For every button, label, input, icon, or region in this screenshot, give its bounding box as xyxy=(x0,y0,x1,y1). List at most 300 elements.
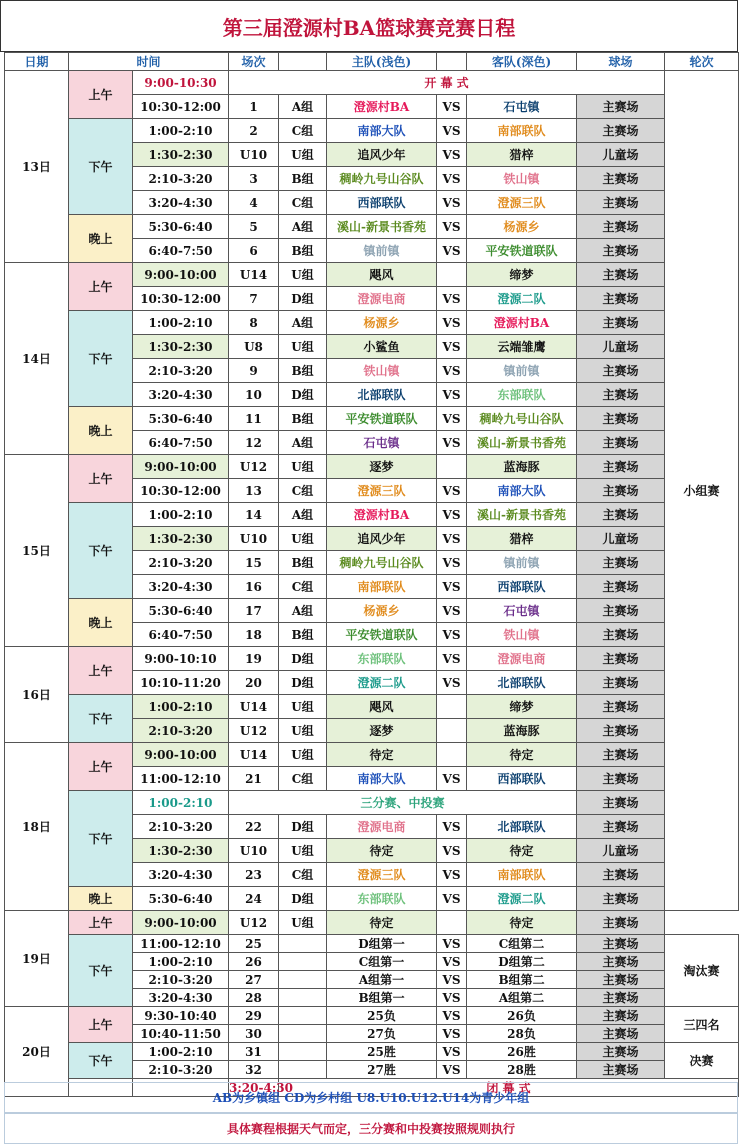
home-team: 飓风 xyxy=(327,263,437,287)
court-cell: 主赛场 xyxy=(577,359,665,383)
period-pm: 下午 xyxy=(69,311,133,407)
group-cell: A组 xyxy=(279,599,327,623)
court-cell: 主赛场 xyxy=(577,1043,665,1061)
court-cell: 主赛场 xyxy=(577,263,665,287)
note-weather: 具体赛程根据天气而定，三分赛和中投赛按照规则执行 xyxy=(4,1113,738,1144)
table-row xyxy=(5,455,739,479)
game-number: 5 xyxy=(229,215,279,239)
away-team: 28负 xyxy=(467,1025,577,1043)
game-number: U12 xyxy=(229,911,279,935)
period-ev: 晚上 xyxy=(69,887,133,911)
court-cell: 主赛场 xyxy=(577,167,665,191)
court-cell: 主赛场 xyxy=(577,503,665,527)
game-number: 31 xyxy=(229,1043,279,1061)
court-cell: 主赛场 xyxy=(577,95,665,119)
time-cell: 3:20-4:30 xyxy=(133,863,229,887)
period-pm: 下午 xyxy=(69,695,133,743)
vs-cell: VS xyxy=(437,215,467,239)
group-cell: B组 xyxy=(279,407,327,431)
period-pm: 下午 xyxy=(69,503,133,599)
home-team: 逐梦 xyxy=(327,719,437,743)
game-number: 25 xyxy=(229,935,279,953)
court-cell: 儿童场 xyxy=(577,527,665,551)
group-cell xyxy=(279,989,327,1007)
away-team: 澄源三队 xyxy=(467,191,577,215)
time-cell: 1:00-2:10 xyxy=(133,503,229,527)
table-row xyxy=(5,695,739,719)
court-cell: 主赛场 xyxy=(577,287,665,311)
away-team: 平安铁道联队 xyxy=(467,239,577,263)
home-team: 飓风 xyxy=(327,695,437,719)
court-cell: 主赛场 xyxy=(577,623,665,647)
game-number: 14 xyxy=(229,503,279,527)
vs-cell: VS xyxy=(437,503,467,527)
game-number: 13 xyxy=(229,479,279,503)
court-cell: 儿童场 xyxy=(577,143,665,167)
time-cell: 2:10-3:20 xyxy=(133,815,229,839)
home-team: 溪山-新景书香苑 xyxy=(327,215,437,239)
vs-cell: VS xyxy=(437,407,467,431)
court-cell: 主赛场 xyxy=(577,887,665,911)
group-cell: U组 xyxy=(279,911,327,935)
group-cell: A组 xyxy=(279,431,327,455)
away-team: 澄源二队 xyxy=(467,887,577,911)
time-cell: 9:00-10:00 xyxy=(133,911,229,935)
group-cell: A组 xyxy=(279,311,327,335)
court-cell: 主赛场 xyxy=(577,695,665,719)
home-team: 平安铁道联队 xyxy=(327,623,437,647)
date-cell: 16日 xyxy=(5,647,69,743)
court-cell: 主赛场 xyxy=(577,647,665,671)
court-cell: 主赛场 xyxy=(577,743,665,767)
period-am: 上午 xyxy=(69,263,133,311)
group-cell: B组 xyxy=(279,551,327,575)
vs-cell: VS xyxy=(437,767,467,791)
game-number: 3 xyxy=(229,167,279,191)
game-number: 12 xyxy=(229,431,279,455)
time-cell: 6:40-7:50 xyxy=(133,239,229,263)
time-cell: 3:20-4:30 xyxy=(133,383,229,407)
home-team: 25胜 xyxy=(327,1043,437,1061)
period-am: 上午 xyxy=(69,911,133,935)
home-team: 平安铁道联队 xyxy=(327,407,437,431)
time-cell: 10:30-12:00 xyxy=(133,95,229,119)
note-groups: AB为乡镇组 CD为乡村组 U8.U10.U12.U14为青少年组 xyxy=(4,1082,738,1113)
time-cell: 1:30-2:30 xyxy=(133,143,229,167)
away-team: 蓝海豚 xyxy=(467,719,577,743)
home-team: 杨源乡 xyxy=(327,311,437,335)
header-court: 球场 xyxy=(577,53,665,71)
game-number: 32 xyxy=(229,1061,279,1079)
home-team: 待定 xyxy=(327,911,437,935)
vs-cell xyxy=(437,911,467,935)
time-cell: 1:00-2:10 xyxy=(133,119,229,143)
header-game: 场次 xyxy=(229,53,279,71)
group-cell xyxy=(279,935,327,953)
vs-cell: VS xyxy=(437,935,467,953)
round-cell: 小组赛 xyxy=(665,71,739,911)
vs-cell: VS xyxy=(437,647,467,671)
group-cell: B组 xyxy=(279,623,327,647)
game-number: U8 xyxy=(229,335,279,359)
table-row xyxy=(5,599,739,623)
table-row xyxy=(5,119,739,143)
table-row xyxy=(5,311,739,335)
court-cell: 主赛场 xyxy=(577,1061,665,1079)
court-cell: 主赛场 xyxy=(577,407,665,431)
group-cell: D组 xyxy=(279,383,327,407)
vs-cell: VS xyxy=(437,989,467,1007)
vs-cell xyxy=(437,743,467,767)
home-team: 待定 xyxy=(327,743,437,767)
court-cell: 主赛场 xyxy=(577,479,665,503)
away-team: 铁山镇 xyxy=(467,623,577,647)
game-number: 26 xyxy=(229,953,279,971)
ceremony-time: 9:00-10:30 xyxy=(133,71,229,95)
game-number: U14 xyxy=(229,743,279,767)
period-am: 上午 xyxy=(69,1007,133,1043)
away-team: 石屯镇 xyxy=(467,599,577,623)
away-team: 西部联队 xyxy=(467,767,577,791)
game-number: 28 xyxy=(229,989,279,1007)
vs-cell: VS xyxy=(437,953,467,971)
time-cell: 5:30-6:40 xyxy=(133,215,229,239)
group-cell: U组 xyxy=(279,695,327,719)
table-row xyxy=(5,887,739,911)
game-number: 16 xyxy=(229,575,279,599)
header-home: 主队(浅色) xyxy=(327,53,437,71)
home-team: 澄源村BA xyxy=(327,95,437,119)
group-cell: U组 xyxy=(279,455,327,479)
period-am: 上午 xyxy=(69,71,133,119)
group-cell: C组 xyxy=(279,767,327,791)
home-team: 石屯镇 xyxy=(327,431,437,455)
game-number: 1 xyxy=(229,95,279,119)
date-cell: 15日 xyxy=(5,455,69,647)
time-cell: 1:30-2:30 xyxy=(133,527,229,551)
table-row xyxy=(5,1007,739,1025)
vs-cell: VS xyxy=(437,191,467,215)
away-team: 北部联队 xyxy=(467,671,577,695)
court-cell: 儿童场 xyxy=(577,335,665,359)
time-cell: 9:00-10:00 xyxy=(133,263,229,287)
group-cell: U组 xyxy=(279,335,327,359)
away-team: D组第二 xyxy=(467,953,577,971)
away-team: 澄源村BA xyxy=(467,311,577,335)
table-row xyxy=(5,407,739,431)
game-number: 27 xyxy=(229,971,279,989)
time-cell: 1:00-2:10 xyxy=(133,695,229,719)
group-cell: D组 xyxy=(279,815,327,839)
group-cell xyxy=(279,953,327,971)
court-cell: 主赛场 xyxy=(577,911,665,935)
vs-cell: VS xyxy=(437,167,467,191)
away-team: 南部联队 xyxy=(467,863,577,887)
group-cell: B组 xyxy=(279,239,327,263)
court-cell: 主赛场 xyxy=(577,719,665,743)
time-cell: 10:30-12:00 xyxy=(133,479,229,503)
court-cell: 主赛场 xyxy=(577,575,665,599)
time-cell: 1:00-2:10 xyxy=(133,311,229,335)
home-team: 27胜 xyxy=(327,1061,437,1079)
game-number: 18 xyxy=(229,623,279,647)
time-cell: 9:00-10:00 xyxy=(133,743,229,767)
table-row xyxy=(5,935,739,953)
vs-cell: VS xyxy=(437,359,467,383)
game-number: 30 xyxy=(229,1025,279,1043)
home-team: 待定 xyxy=(327,839,437,863)
group-cell: U组 xyxy=(279,527,327,551)
vs-cell: VS xyxy=(437,119,467,143)
group-cell: C组 xyxy=(279,119,327,143)
game-number: U12 xyxy=(229,719,279,743)
table-row xyxy=(5,791,739,815)
schedule-table xyxy=(4,52,739,1097)
home-team: 澄源电商 xyxy=(327,287,437,311)
round-cell: 三四名 xyxy=(665,1007,739,1043)
group-cell: D组 xyxy=(279,647,327,671)
away-team: 蓝海豚 xyxy=(467,455,577,479)
table-row xyxy=(5,53,739,71)
group-cell: C组 xyxy=(279,575,327,599)
time-cell: 5:30-6:40 xyxy=(133,599,229,623)
court-cell: 主赛场 xyxy=(577,599,665,623)
game-number: 15 xyxy=(229,551,279,575)
vs-cell: VS xyxy=(437,479,467,503)
ceremony-time: 3:20-4:30 xyxy=(229,1080,293,1095)
group-cell xyxy=(279,1043,327,1061)
game-number: U10 xyxy=(229,527,279,551)
court-cell: 主赛场 xyxy=(577,953,665,971)
game-number: U14 xyxy=(229,263,279,287)
home-team: 东部联队 xyxy=(327,647,437,671)
court-cell: 主赛场 xyxy=(577,671,665,695)
away-team: 待定 xyxy=(467,743,577,767)
ceremony-label: 开 幕 式 xyxy=(229,71,665,95)
period-pm: 下午 xyxy=(69,791,133,887)
group-cell: A组 xyxy=(279,503,327,527)
time-cell: 6:40-7:50 xyxy=(133,623,229,647)
group-cell xyxy=(279,1007,327,1025)
away-team: 南部大队 xyxy=(467,479,577,503)
vs-cell: VS xyxy=(437,1025,467,1043)
away-team: 澄源电商 xyxy=(467,647,577,671)
vs-cell: VS xyxy=(437,887,467,911)
time-cell: 5:30-6:40 xyxy=(133,887,229,911)
game-number: 9 xyxy=(229,359,279,383)
home-team: 铁山镇 xyxy=(327,359,437,383)
court-cell: 主赛场 xyxy=(577,989,665,1007)
group-cell: C组 xyxy=(279,863,327,887)
away-team: B组第二 xyxy=(467,971,577,989)
game-number: 17 xyxy=(229,599,279,623)
court-cell: 主赛场 xyxy=(577,551,665,575)
vs-cell: VS xyxy=(437,863,467,887)
vs-cell xyxy=(437,455,467,479)
notes xyxy=(4,1082,738,1144)
game-number: U10 xyxy=(229,143,279,167)
home-team: C组第一 xyxy=(327,953,437,971)
game-number: 4 xyxy=(229,191,279,215)
court-cell: 主赛场 xyxy=(577,1025,665,1043)
time-cell: 2:10-3:20 xyxy=(133,551,229,575)
group-cell: U组 xyxy=(279,839,327,863)
court-cell: 主赛场 xyxy=(577,383,665,407)
special-event: 三分赛、中投赛 xyxy=(229,791,577,815)
header-date: 日期 xyxy=(5,53,69,71)
away-team: 26负 xyxy=(467,1007,577,1025)
away-team: 猎梓 xyxy=(467,143,577,167)
vs-cell: VS xyxy=(437,527,467,551)
vs-cell: VS xyxy=(437,575,467,599)
away-team: 猎梓 xyxy=(467,527,577,551)
group-cell xyxy=(279,1061,327,1079)
group-cell xyxy=(279,971,327,989)
game-number: U14 xyxy=(229,695,279,719)
away-team: 北部联队 xyxy=(467,815,577,839)
table-row xyxy=(5,743,739,767)
table-row xyxy=(5,215,739,239)
period-pm: 下午 xyxy=(69,1043,133,1079)
home-team: 澄源三队 xyxy=(327,863,437,887)
date-cell: 18日 xyxy=(5,743,69,911)
time-cell: 10:40-11:50 xyxy=(133,1025,229,1043)
period-ev: 晚上 xyxy=(69,599,133,647)
away-team: 云端雏鹰 xyxy=(467,335,577,359)
away-team: 东部联队 xyxy=(467,383,577,407)
away-team: 南部联队 xyxy=(467,119,577,143)
date-cell: 20日 xyxy=(5,1007,69,1097)
home-team: 澄源三队 xyxy=(327,479,437,503)
court-cell: 主赛场 xyxy=(577,971,665,989)
time-cell: 1:30-2:30 xyxy=(133,335,229,359)
game-number: 10 xyxy=(229,383,279,407)
vs-cell: VS xyxy=(437,287,467,311)
time-cell: 2:10-3:20 xyxy=(133,167,229,191)
time-cell: 11:00-12:10 xyxy=(133,767,229,791)
away-team: 澄源二队 xyxy=(467,287,577,311)
home-team: 镇前镇 xyxy=(327,239,437,263)
header-away: 客队(深色) xyxy=(467,53,577,71)
group-cell: B组 xyxy=(279,167,327,191)
home-team: 澄源村BA xyxy=(327,503,437,527)
header-vs xyxy=(437,53,467,71)
round-cell: 决赛 xyxy=(665,1043,739,1079)
time-cell: 3:20-4:30 xyxy=(133,989,229,1007)
court-cell: 主赛场 xyxy=(577,1007,665,1025)
page-title: 第三届澄源村BA篮球赛竞赛日程 xyxy=(0,0,738,52)
period-am: 上午 xyxy=(69,647,133,695)
game-number: 23 xyxy=(229,863,279,887)
game-number: U12 xyxy=(229,455,279,479)
time-cell: 9:30-10:40 xyxy=(133,1007,229,1025)
vs-cell: VS xyxy=(437,1061,467,1079)
game-number: 8 xyxy=(229,311,279,335)
group-cell: U组 xyxy=(279,143,327,167)
group-cell: A组 xyxy=(279,215,327,239)
round-cell: 淘汰赛 xyxy=(665,935,739,1007)
time-cell: 3:20-4:30 xyxy=(133,575,229,599)
group-cell xyxy=(279,1025,327,1043)
group-cell: C组 xyxy=(279,479,327,503)
court-cell: 主赛场 xyxy=(577,455,665,479)
away-team: 待定 xyxy=(467,839,577,863)
vs-cell: VS xyxy=(437,815,467,839)
game-number: 21 xyxy=(229,767,279,791)
home-team: 逐梦 xyxy=(327,455,437,479)
away-team: C组第二 xyxy=(467,935,577,953)
home-team: 小鲨鱼 xyxy=(327,335,437,359)
date-cell: 13日 xyxy=(5,71,69,263)
vs-cell: VS xyxy=(437,239,467,263)
away-team: 铁山镇 xyxy=(467,167,577,191)
time-cell: 2:10-3:20 xyxy=(133,719,229,743)
court-cell: 主赛场 xyxy=(577,791,665,815)
time-cell: 10:30-12:00 xyxy=(133,287,229,311)
group-cell: A组 xyxy=(279,95,327,119)
home-team: B组第一 xyxy=(327,989,437,1007)
home-team: D组第一 xyxy=(327,935,437,953)
group-cell: B组 xyxy=(279,359,327,383)
home-team: 稠岭九号山谷队 xyxy=(327,551,437,575)
home-team: 北部联队 xyxy=(327,383,437,407)
home-team: 东部联队 xyxy=(327,887,437,911)
home-team: 稠岭九号山谷队 xyxy=(327,167,437,191)
vs-cell: VS xyxy=(437,383,467,407)
court-cell: 主赛场 xyxy=(577,815,665,839)
away-team: 溪山-新景书香苑 xyxy=(467,431,577,455)
game-number: 7 xyxy=(229,287,279,311)
vs-cell: VS xyxy=(437,971,467,989)
group-cell: D组 xyxy=(279,671,327,695)
away-team: 溪山-新景书香苑 xyxy=(467,503,577,527)
group-cell: C组 xyxy=(279,191,327,215)
date-cell: 19日 xyxy=(5,911,69,1007)
period-am: 上午 xyxy=(69,743,133,791)
group-cell: D组 xyxy=(279,887,327,911)
court-cell: 主赛场 xyxy=(577,431,665,455)
date-cell: 14日 xyxy=(5,263,69,455)
table-row xyxy=(5,71,739,95)
period-ev: 晚上 xyxy=(69,215,133,263)
away-team: A组第二 xyxy=(467,989,577,1007)
game-number: U10 xyxy=(229,839,279,863)
table-row xyxy=(5,911,739,935)
court-cell: 主赛场 xyxy=(577,191,665,215)
home-team: 澄源二队 xyxy=(327,671,437,695)
court-cell: 儿童场 xyxy=(577,839,665,863)
away-team: 杨源乡 xyxy=(467,215,577,239)
time-cell: 1:30-2:30 xyxy=(133,839,229,863)
game-number: 6 xyxy=(229,239,279,263)
away-team: 26胜 xyxy=(467,1043,577,1061)
home-team: 追风少年 xyxy=(327,143,437,167)
vs-cell xyxy=(437,263,467,287)
time-cell: 2:10-3:20 xyxy=(133,1061,229,1079)
court-cell: 主赛场 xyxy=(577,935,665,953)
game-number: 20 xyxy=(229,671,279,695)
away-team: 缔梦 xyxy=(467,263,577,287)
home-team: 澄源电商 xyxy=(327,815,437,839)
vs-cell: VS xyxy=(437,839,467,863)
game-number: 24 xyxy=(229,887,279,911)
game-number: 19 xyxy=(229,647,279,671)
away-team: 镇前镇 xyxy=(467,359,577,383)
away-team: 缔梦 xyxy=(467,695,577,719)
table-row xyxy=(5,1043,739,1061)
away-team: 待定 xyxy=(467,911,577,935)
period-pm: 下午 xyxy=(69,119,133,215)
